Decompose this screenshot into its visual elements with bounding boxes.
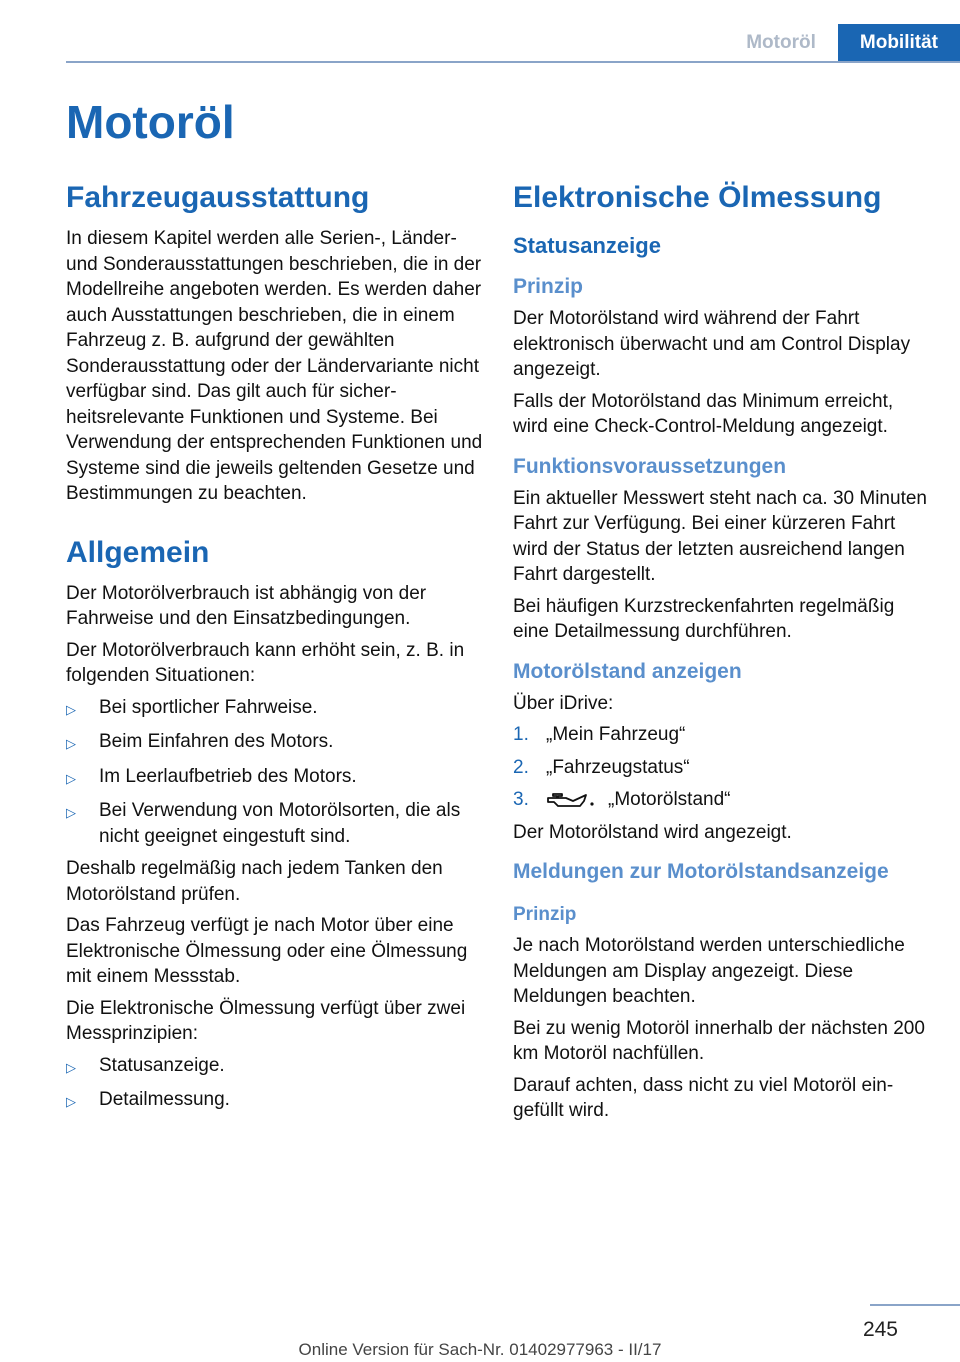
list-item	[66, 798, 484, 849]
list-item-text: Im Leerlaufbetrieb des Motors.	[99, 765, 357, 787]
triangle-bullet-icon: ▷	[66, 805, 76, 820]
paragraph: Der Motorölstand wird während der Fahrt elektronisch überwacht und am Control Display angezeigt.	[513, 308, 911, 380]
heading-elektronische-oelmessung: Elektronische Ölmessung	[513, 181, 882, 214]
heading-fahrzeugausstattung: Fahrzeugausstattung	[66, 181, 370, 214]
list-item-text: Bei Verwendung von Motorölsorten, die als nicht geeignet eingestuft sind.	[99, 800, 461, 847]
paragraph: Deshalb regelmäßig nach jedem Tanken den Motorölstand prüfen.	[66, 858, 443, 905]
header-divider	[66, 61, 960, 63]
triangle-bullet-icon: ▷	[66, 1059, 76, 1075]
bullet-list-situations	[66, 695, 484, 850]
step-number: 2.	[513, 756, 529, 778]
header-tabs	[724, 24, 960, 62]
paragraph: Je nach Motorölstand werden unterschiedliche Meldungen am Display angezeigt. Diese Meldungen beachten.	[513, 935, 905, 1007]
step-text: „Mein Fahrzeug“	[546, 724, 686, 745]
heading-allgemein: Allgemein	[66, 535, 210, 569]
page-title: Motoröl	[66, 96, 235, 148]
bullet-list-principles	[66, 1053, 484, 1115]
numbered-steps	[513, 722, 933, 813]
heading-motoroelstand-anzeigen: Motorölstand anzeigen	[513, 659, 742, 683]
paragraph: Falls der Motorölstand das Minimum erreicht, wird eine Check-Control-Meldung angezeigt.	[513, 390, 894, 437]
step-item	[513, 787, 933, 813]
paragraph: Das Fahrzeug verfügt je nach Motor über eine Elektronische Ölmessung oder eine Ölmessung mit einem Messstab.	[66, 915, 468, 987]
triangle-bullet-icon: ▷	[66, 701, 76, 717]
list-item	[66, 729, 484, 757]
left-column	[66, 178, 484, 1122]
step-number: 1.	[513, 724, 529, 745]
paragraph: Darauf achten, dass nicht zu viel Motoröl eingefüllt wird.	[513, 1074, 894, 1121]
paragraph: Ein aktueller Messwert steht nach ca. 30 Minuten Fahrt zur Verfügung. Bei einer kürzeren Fahrt wird der Status der letzten ausreichend langen Fahrt dargestellt.	[513, 487, 927, 585]
step-item	[513, 722, 933, 748]
page-number: 245	[862, 1318, 898, 1341]
step-text: „Motorölstand“	[608, 789, 731, 810]
paragraph: Die Elektronische Ölmessung verfügt über zwei Messprinzipien:	[66, 997, 466, 1044]
triangle-bullet-icon: ▷	[66, 1094, 76, 1109]
tab-mobilitaet[interactable]: Mobilität	[838, 24, 960, 62]
heading-prinzip: Prinzip	[513, 275, 584, 298]
paragraph: Bei häufigen Kurzstreckenfahrten regelmäßig eine Detailmessung durchführen.	[513, 595, 895, 642]
list-item	[66, 1087, 484, 1115]
list-item-text: Beim Einfahren des Motors.	[99, 731, 334, 752]
triangle-bullet-icon: ▷	[66, 770, 76, 786]
paragraph: Über iDrive:	[513, 692, 614, 714]
step-number: 3.	[513, 789, 529, 810]
oil-can-icon	[546, 791, 598, 809]
list-item	[66, 1053, 484, 1081]
list-item-text: Bei sportlicher Fahrweise.	[99, 696, 318, 718]
heading-funktionsvoraussetzungen: Funktionsvoraussetzungen	[513, 454, 787, 478]
heading-statusanzeige: Statusanzeige	[513, 233, 661, 258]
list-item	[66, 764, 484, 792]
list-item-text: Detailmessung.	[99, 1089, 230, 1110]
heading-meldungen: Meldungen zur Motorölstandsanzeige	[513, 860, 889, 883]
paragraph: Der Motorölstand wird angezeigt.	[513, 821, 792, 843]
right-column	[513, 178, 933, 1130]
list-item	[66, 695, 484, 723]
tab-motoroel[interactable]: Motoröl	[724, 24, 838, 62]
footer-divider	[870, 1304, 960, 1306]
heading-prinzip-meldungen: Prinzip	[513, 904, 577, 925]
paragraph: Der Motorölverbrauch ist abhängig von der Fahrweise und den Einsatzbedingungen.	[66, 582, 427, 629]
step-text: „Fahrzeugstatus“	[546, 756, 690, 778]
paragraph-fahrzeugausstattung: In diesem Kapitel werden alle Serien-, Länder- und Sonderausstattungen beschrieben, die in der Modellreihe angeboten werden. Es werden daher auch Ausstattungen beschrieben, die in einem Fahrzeug z. B. aufgrund der gewählten Sonderausstattung oder der Ländervariante nicht verfügbar sind. Das gilt auch für sicherheitsrelevante Funktionen und Systeme. Bei Verwendung der entsprechenden Funktionen und Systeme sind die jeweils geltenden Gesetze und Bestimmungen zu beachten.	[66, 228, 483, 504]
paragraph: Der Motorölverbrauch kann erhöht sein, z. B. in folgenden Situationen:	[66, 639, 465, 686]
list-item-text: Statusanzeige.	[99, 1054, 225, 1076]
step-item	[513, 755, 933, 781]
triangle-bullet-icon: ▷	[66, 736, 76, 751]
online-version-note: Online Version für Sach-Nr. 01402977963 - II/17	[298, 1340, 662, 1359]
paragraph: Bei zu wenig Motoröl innerhalb der nächsten 200 km Motoröl nachfüllen.	[513, 1017, 925, 1064]
